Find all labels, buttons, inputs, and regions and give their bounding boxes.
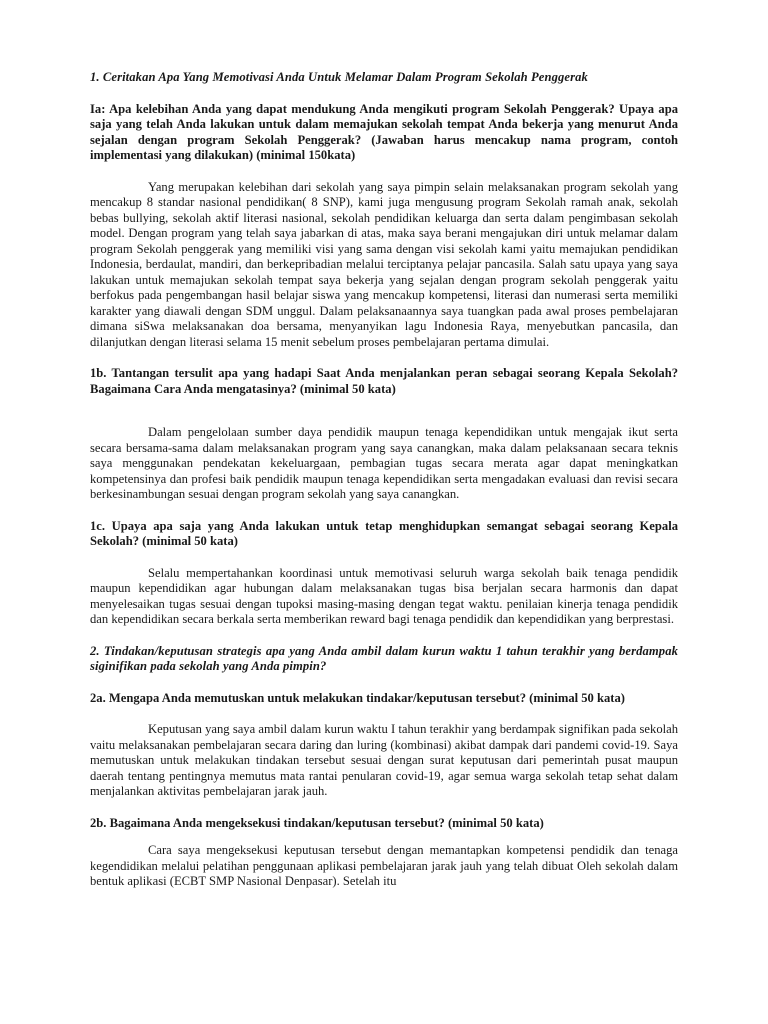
answer-2a: Keputusan yang saya ambil dalam kurun waktu I tahun terakhir yang berdampak signifikan pada sekolah vaitu melaksanakan pembelajaran secara daring dan luring (kombinasi) akibat dampak dari pandemi covid-19. Saya memutuskan untuk melakukan tindakan tersebut sesuai dengan surat keputusan dari pemerintah pusat maupun daerah tentang pentingnya memutus mata rantai penularan covid-19, agar semua warga sekolah tetap sehat dalam menjalankan aktivitas pembelajaran jarak jauh. (90, 722, 678, 798)
question-1-heading: 1. Ceritakan Apa Yang Memotivasi Anda Untuk Melamar Dalam Program Sekolah Penggerak (90, 70, 588, 84)
answer-1c: Selalu mempertahankan koordinasi untuk memotivasi seluruh warga sekolah baik tenaga pendidik maupun kependidikan agar hubungan dalam melaksanakan tugas bisa berjalan secara harmonis dan dapat menyelesaikan tugas sesuai dengan tupoksi masing-masing dengan tegat waktu. penilaian kinerja tenaga pendidik dan kependidikan secara berkala serta memberikan reward bagi tenaga pendidik dan kependidikan yang berprestasi. (90, 565, 678, 626)
question-1c: 1c. Upaya apa saja yang Anda lakukan untuk tetap menghidupkan semangat sebagai seorang Kepala Sekolah? (minimal 50 kata) (90, 518, 678, 548)
question-1b: 1b. Tantangan tersulit apa yang hadapi Saat Anda menjalankan peran sebagai seorang Kepala Sekolah? Bagaimana Cara Anda mengatasinya? (minimal 50 kata) (90, 366, 678, 396)
answer-1b: Dalam pengelolaan sumber daya pendidik maupun tenaga kependidikan untuk mengajak ikut serta secara bersama-sama dalam melaksanakan program yang saya canangkan, maka dalam pelaksanaan secara teknis saya menggunakan pendekatan kekeluargaan, pembagian tugas secara merata agar dapat meningkatkan kompetensinya dan profesi baik pendidik maupun tenaga kependidikan serta mengadakan evaluasi dan revisi secara berkesinambungan sesuai dengan program sekolah yang saya canangkan. (90, 425, 678, 501)
question-1a: Ia: Apa kelebihan Anda yang dapat mendukung Anda mengikuti program Sekolah Penggerak? Upaya apa saja yang telah Anda lakukan untuk dalam memajukan sekolah tempat Anda bekerja yang menurut Anda sejalan dengan program Sekolah Penggerak? (Jawaban harus mencakup nama program, contoh implementasi yang dilakukan) (minimal 150kata) (90, 101, 678, 162)
question-2b: 2b. Bagaimana Anda mengeksekusi tindakan/keputusan tersebut? (minimal 50 kata) (90, 815, 544, 830)
answer-2b: Cara saya mengeksekusi keputusan tersebut dengan memantapkan kompetensi pendidik dan tenaga kegendidikan melalui pelatihan penggunaan aplikasi pembelajaran jarak jauh yang telah dibuat Oleh sekolah dalam bentuk aplikasi (ECBT SMP Nasional Denpasar). Setelah itu (90, 843, 678, 888)
question-2-heading: 2. Tindakan/keputusan strategis apa yang Anda ambil dalam kurun waktu 1 tahun terakhir yang berdampak siginifikan pada sekolah yang Anda pimpin? (90, 643, 678, 673)
answer-1a: Yang merupakan kelebihan dari sekolah yang saya pimpin selain melaksanakan program sekolah yang mencakup 8 standar nasional pendidikan( 8 SNP), kami juga mengusung program Sekolah ramah anak, sekolah bebas bullying, sekolah aktif literasi nasional, sekolah pendidikan keluarga dan serta dalam pengimbasan sekolah model. Dengan program yang telah saya jabarkan di atas, maka saya berani mengajukan diri untuk melamar dalam program Sekolah penggerak yang memiliki visi yang sama dengan visi sekolah kami yaitu memajukan pendidikan Indonesia, berdaulat, mandiri, dan berkepribadian melalui terciptanya pelajar pancasila. Salah satu upaya yang saya lakukan untuk memajukan sekolah tempat saya bekerja yang sejalan dengan program sekolah penggerak yaitu berfokus pada pengembangan hasil belajar siswa yang mencakup kompetensi, literasi dan numerasi serta memiliki karakter yang diawali dengan SDM unggul. Dalam pelaksanaannya saya tuangkan pada awal proses pembelajaran dimana siSwa melaksanakan doa bersama, menyanyikan lagu Indonesia Raya, menyebutkan pancasila, dan dilanjutkan dengan literasi selama 15 menit sebelum proses pembelajaran pertama dimulai. (90, 179, 678, 349)
question-2a: 2a. Mengapa Anda memutuskan untuk melakukan tindakar/keputusan tersebut? (minimal 50 kata) (90, 690, 625, 705)
